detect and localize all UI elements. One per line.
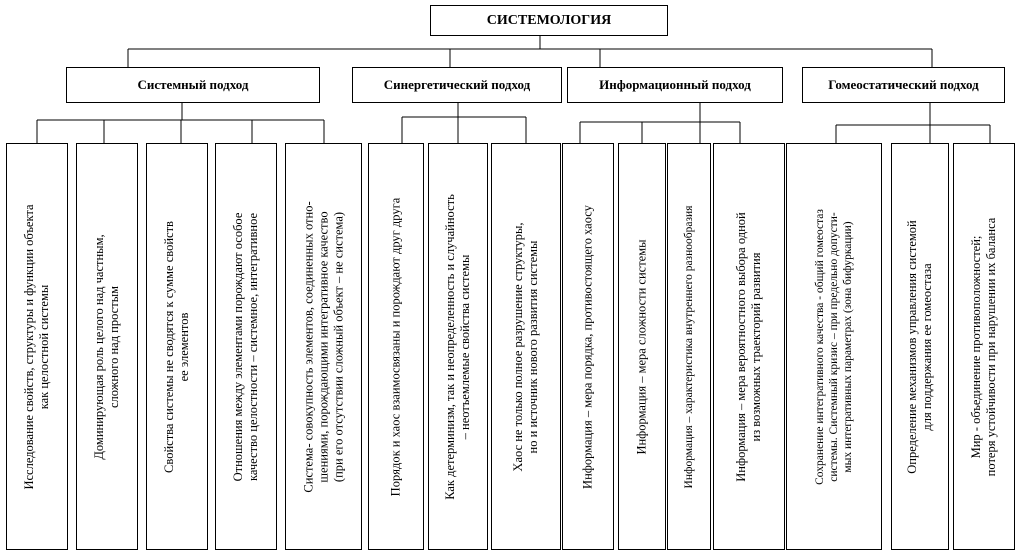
approach-homeostatic [802,67,1005,103]
principle-box [368,143,424,550]
principle-text-line: Порядок и хаос взаимосвязаны и порождают друг друга [388,197,403,496]
principle-text-line: из возможных траекторий развития [749,252,763,441]
principle-box [491,143,561,550]
principle-text-line: Мир - объединение противоположностей; [969,235,983,458]
principle-text-line: Исследование свойств, структуры и функции объекта [22,203,36,490]
root-title-box [430,5,668,36]
principle-box [786,143,882,550]
principle-text-line: для поддержания ее гомеостаза [920,262,934,431]
principle-box [285,143,362,550]
principle-text-line: (при его отсутствии сложный объект – не система) [331,211,345,482]
principle-text-line: сложного над простым [107,285,121,408]
principle-text-line: Отношения между элементами порождают особое [231,212,245,481]
approach-title: Системный подход [137,77,249,92]
principle-box [215,143,277,550]
principle-box [562,143,614,550]
principle-box [713,143,785,550]
principle-text-line: качество целостности – системное, интегративное [246,212,260,481]
principle-text-line: как целостной системы [37,284,51,409]
principle-box [953,143,1015,550]
approach-title: Синергетический подход [383,77,531,92]
principle-text-line: потеря устойчивости при нарушении их баланса [984,217,998,476]
principle-text-line: Определение механизмов управления системой [905,219,919,474]
principle-text-line: системы. Системный кризис – при предельно допусти- [828,211,840,482]
principle-text-line: Доминирующая роль целого над частным, [92,233,106,460]
principle-text-line: Как детерминизм, так и неопределенность и случайность [443,193,457,500]
principle-box [76,143,138,550]
principle-text-line: шениями, порождающими интегративное качество [316,210,330,483]
approach-informational [567,67,783,103]
principle-box [146,143,208,550]
principle-box [428,143,488,550]
principle-box [618,143,666,550]
principle-text-line: Информация – мера вероятностного выбора одной [734,211,748,482]
principle-text-line: Информация – мера порядка, противостоящего хаосу [580,204,595,489]
principle-text-line: мых интегративных параметрах (зона бифуркации) [842,220,854,473]
principle-text-line: Свойства системы не сводятся к сумме свойств [162,220,176,473]
principle-box [667,143,711,550]
principle-text-line: Информация – мера сложности системы [634,238,649,455]
principle-box [891,143,949,550]
principle-text-line: – неотъемлемые свойства системы [458,254,472,439]
approach-systemic [66,67,320,103]
approach-title: Информационный подход [599,77,751,92]
principle-text-line: Система- совокупность элементов, соединенных отно- [301,200,315,493]
approach-synergetic [352,67,562,103]
root-title: СИСТЕМОЛОГИЯ [486,12,612,28]
principle-text-line: Сохранение интегративного качества - общий гомеостаз [814,208,826,485]
principle-text-line: Информация – характеристика внутреннего разнообразия [683,205,695,488]
principle-text-line: ее элементов [177,312,191,381]
principle-text-line: но и источник нового развития системы [526,240,540,453]
principle-text-line: Хаос не только полное разрушение структуры, [511,221,525,472]
approach-title: Гомеостатический подход [828,77,979,92]
principle-box [6,143,68,550]
